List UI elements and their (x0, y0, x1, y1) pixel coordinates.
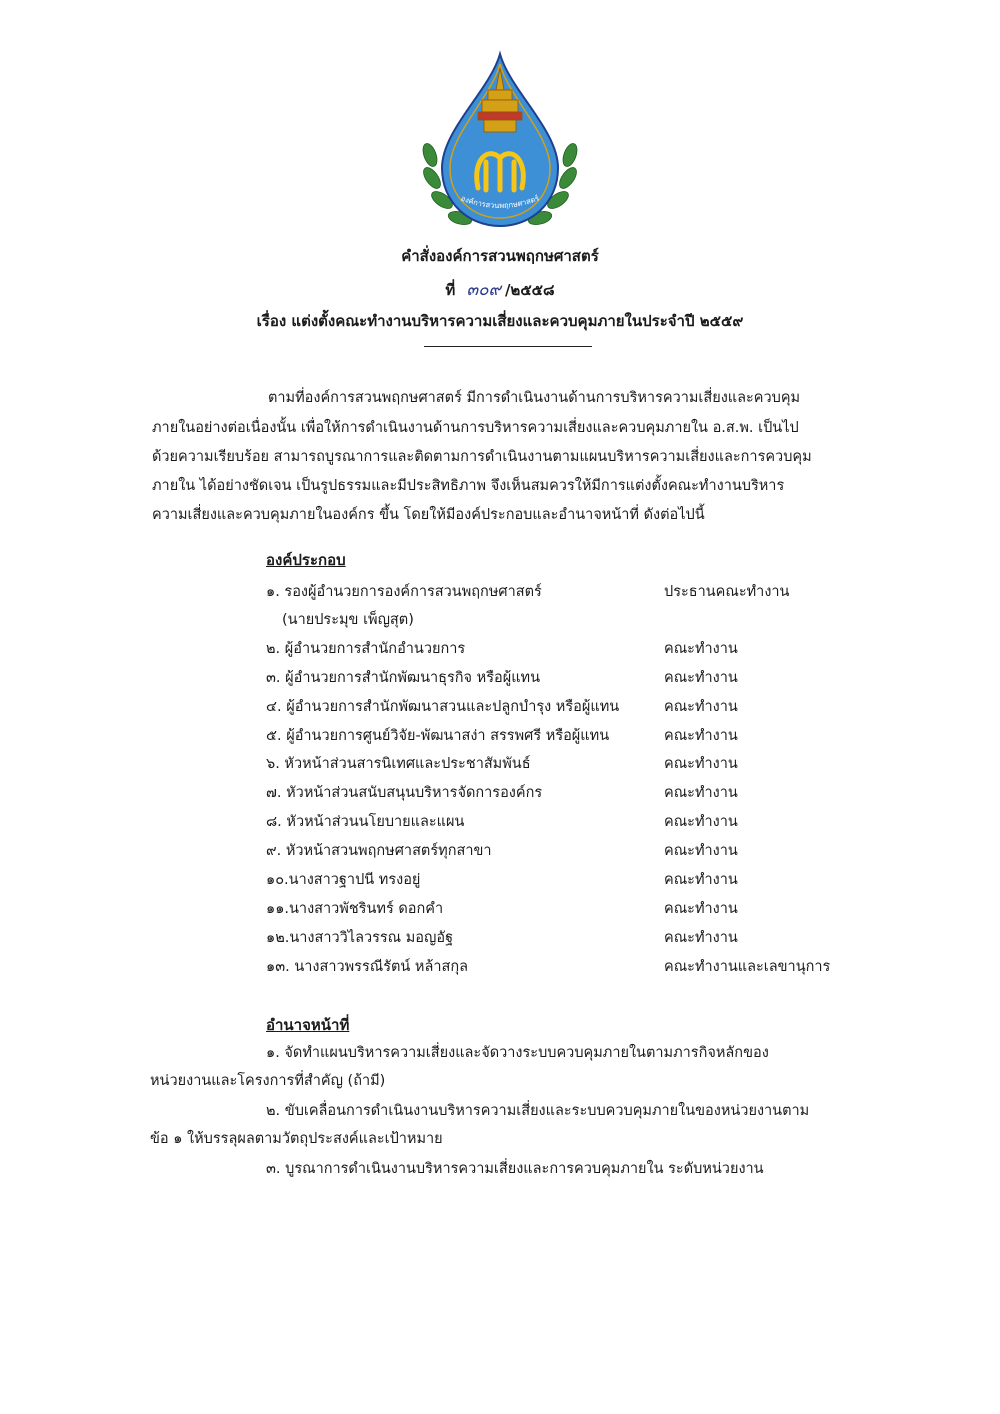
order-number-prefix: ที่ (445, 281, 456, 299)
crown-icon (478, 68, 522, 132)
member-name: ๙. หัวหน้าสวนพฤกษศาสตร์ทุกสาขา (266, 843, 492, 859)
member-role: คณะทำงาน (664, 843, 738, 859)
duty-item-continuation: ข้อ ๑ ให้บรรลุผลตามวัตถุประสงค์และเป้าหมาย (150, 1131, 443, 1147)
member-role: คณะทำงาน (664, 728, 738, 744)
member-role: คณะทำงาน (664, 814, 738, 830)
duties-heading: อำนาจหน้าที่ (266, 1016, 350, 1034)
member-name: ๕. ผู้อำนวยการศูนย์วิจัย-พัฒนาสง่า สรรพศรี หรือผู้แทน (266, 728, 610, 744)
composition-heading: องค์ประกอบ (266, 551, 346, 569)
order-number (0, 276, 1000, 303)
emblem-text: องค์การสวนพฤกษศาสตร์ (459, 193, 541, 211)
member-name: ๑๑.นางสาวพัชรินทร์ ดอกคำ (266, 901, 444, 917)
member-name: ๘. หัวหน้าส่วนนโยบายและแผน (266, 814, 465, 830)
intro-line: ภายใน ได้อย่างชัดเจน เป็นรูปธรรมและมีประสิทธิภาพ จึงเห็นสมควรให้มีการแต่งตั้งคณะทำงานบริหาร (152, 478, 785, 494)
member-role: คณะทำงาน (664, 670, 738, 686)
intro-line: ตามที่องค์การสวนพฤกษศาสตร์ มีการดำเนินงานด้านการบริหารความเสี่ยงและควบคุม (268, 390, 801, 406)
member-role: คณะทำงาน (664, 930, 738, 946)
member-name: ๖. หัวหน้าส่วนสารนิเทศและประชาสัมพันธ์ (266, 756, 531, 772)
member-role: คณะทำงาน (664, 901, 738, 917)
member-role: ประธานคณะทำงาน (664, 584, 790, 600)
member-name: ๑๐.นางสาวฐาปนี ทรงอยู่ (266, 872, 421, 888)
header-divider (424, 346, 592, 347)
order-title: คำสั่งองค์การสวนพฤกษศาสตร์ (401, 247, 599, 265)
member-role: คณะทำงาน (664, 699, 738, 715)
member-name: ๑๓. นางสาวพรรณีรัตน์ หล้าสกุล (266, 959, 469, 975)
duty-item: ๓. บูรณาการดำเนินงานบริหารความเสี่ยงและการควบคุมภายใน ระดับหน่วยงาน (266, 1161, 764, 1177)
member-name: ๗. หัวหน้าส่วนสนับสนุนบริหารจัดการองค์กร (266, 785, 543, 801)
member-name: ๑๒.นางสาววิไลวรรณ มอญอัฐ (266, 930, 454, 946)
order-number-suffix: /๒๕๕๘ (504, 281, 555, 299)
intro-line: ภายในอย่างต่อเนื่องนั้น เพื่อให้การดำเนินงานด้านการบริหารความเสี่ยงและควบคุมภายใน อ.ส.พ. เป็นไป (152, 420, 799, 436)
member-role: คณะทำงาน (664, 872, 738, 888)
intro-line: ด้วยความเรียบร้อย สามารถบูรณาการและติดตามการดำเนินงานตามแผนบริหารความเสี่ยงและการควบคุม (152, 449, 812, 465)
intro-line: ความเสี่ยงและควบคุมภายในองค์กร ขึ้น โดยให้มีองค์ประกอบและอำนาจหน้าที่ ดังต่อไปนี้ (152, 507, 705, 523)
member-name: ๒. ผู้อำนวยการสำนักอำนวยการ (266, 641, 466, 657)
member-role: คณะทำงานและเลขานุการ (664, 959, 831, 975)
member-role: คณะทำงาน (664, 756, 738, 772)
order-number-handwritten: ๓๐๙ (466, 280, 501, 300)
order-subject: เรื่อง แต่งตั้งคณะทำงานบริหารความเสี่ยงและควบคุมภายในประจำปี ๒๕๕๙ (256, 312, 744, 330)
member-role: คณะทำงาน (664, 641, 738, 657)
duty-item-continuation: หน่วยงานและโครงการที่สำคัญ (ถ้ามี) (150, 1073, 386, 1089)
duty-item: ๒. ขับเคลื่อนการดำเนินงานบริหารความเสี่ยงและระบบควบคุมภายในของหน่วยงานตาม (266, 1103, 810, 1119)
member-name: ๑. รองผู้อำนวยการองค์การสวนพฤกษศาสตร์ (266, 584, 542, 600)
organization-emblem-icon (420, 50, 580, 235)
duty-item: ๑. จัดทำแผนบริหารความเสี่ยงและจัดวางระบบควบคุมภายในตามภารกิจหลักของ (266, 1045, 769, 1061)
member-role: คณะทำงาน (664, 785, 738, 801)
member-name: ๔. ผู้อำนวยการสำนักพัฒนาสวนและปลูกบำรุง หรือผู้แทน (266, 699, 620, 715)
monogram-icon (477, 154, 524, 190)
member-name: ๓. ผู้อำนวยการสำนักพัฒนาธุรกิจ หรือผู้แทน (266, 670, 541, 686)
member-subname: (นายประมุข เพ็ญสุต) (282, 612, 414, 628)
